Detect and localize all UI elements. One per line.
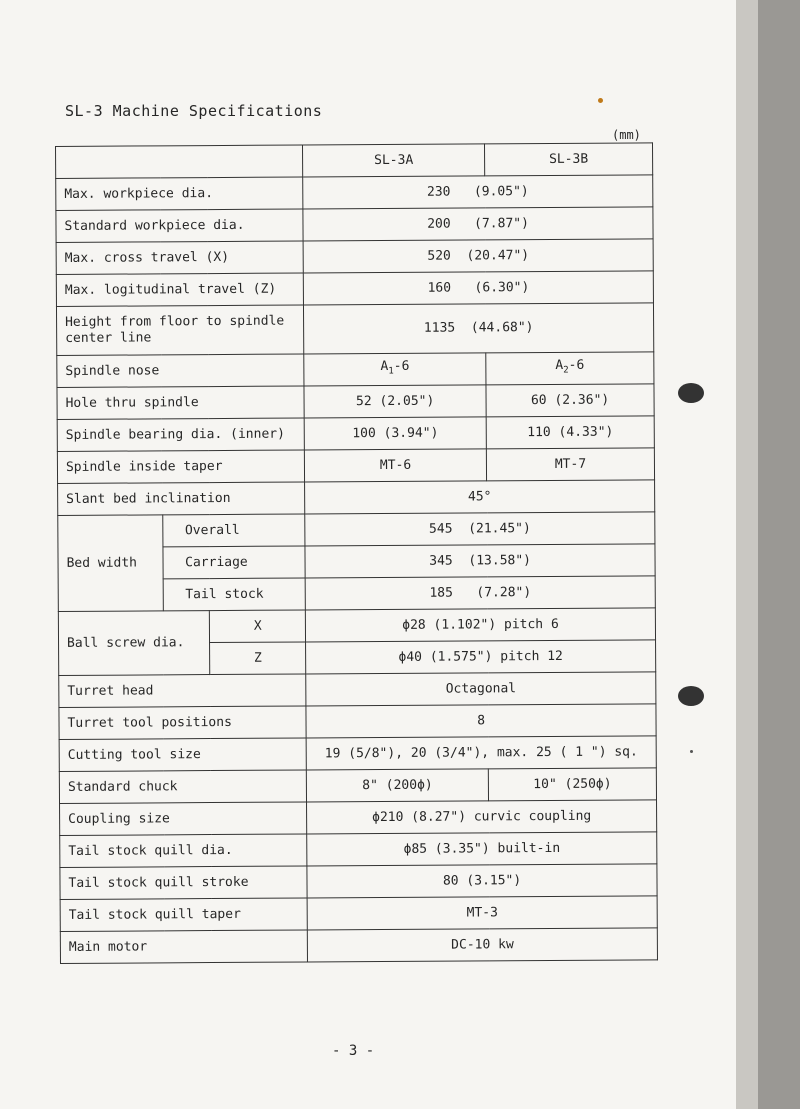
punch-hole [678,383,704,403]
row-label: Spindle inside taper [57,450,304,484]
row-value: ϕ28 (1.102") pitch 6 [305,608,655,642]
row-value: 160 (6.30") [303,271,653,305]
ball-screw-label: Ball screw dia. [58,611,210,676]
row-value: 1135 (44.68") [304,303,654,354]
row-value: 80 (3.15") [307,864,657,898]
row-value: MT-3 [307,896,657,930]
page-edge [736,0,758,1109]
ink-dot [690,750,693,753]
row-value-sl3a: 100 (3.94") [304,417,486,450]
row-value: 230 (9.05") [303,175,653,209]
page-number: - 3 - [332,1043,375,1059]
row-label: Tail stock quill taper [60,898,307,932]
column-header-sl3a: SL-3A [303,144,485,177]
row-value: 520 (20.47") [303,239,653,273]
table-row [56,175,653,211]
row-sublabel: X [210,610,306,643]
row-value: ϕ85 (3.35") built-in [307,832,657,866]
table-row [59,704,656,740]
table-row [60,832,657,868]
table-header-row [56,143,653,179]
value-part: -6 [393,359,410,375]
row-value: 45° [305,480,655,514]
row-label: Main motor [60,930,307,964]
page-title: SL-3 Machine Specifications [65,102,323,120]
row-value: 345 (13.58") [305,544,655,578]
value-part: A [555,358,564,374]
row-value: 19 (5/8"), 20 (3/4"), max. 25 ( 1 ") sq. [306,736,656,770]
row-label: Slant bed inclination [58,482,305,516]
row-label: Max. cross travel (X) [56,241,303,275]
table-row [59,736,656,772]
punch-hole [678,686,704,706]
bed-width-label: Bed width [58,515,163,612]
row-value-sl3b: MT-7 [486,448,654,481]
row-label: Tail stock quill dia. [60,834,307,868]
row-label: Turret tool positions [59,706,306,740]
table-row [59,768,656,804]
row-sublabel: Overall [162,514,305,547]
table-row [56,271,653,307]
row-label: Turret head [59,674,306,708]
row-value: 200 (7.87") [303,207,653,241]
row-sublabel: Tail stock [163,578,306,611]
row-value-sl3a: MT-6 [305,449,487,482]
row-value-sl3b: 110 (4.33") [486,416,654,449]
row-label: Hole thru spindle [57,386,304,420]
row-value: Octagonal [306,672,656,706]
row-label: Standard workpiece dia. [56,209,303,243]
table-row [56,303,653,356]
table-row [60,864,657,900]
row-value: 8 [306,704,656,738]
row-sublabel: Carriage [163,546,306,579]
ink-dot [598,98,603,103]
row-label: Coupling size [60,802,307,836]
row-label: Max. logitudinal travel (Z) [56,273,303,307]
row-label: Spindle nose [57,354,304,388]
table-row [57,448,654,484]
table-row [60,800,657,836]
value-part: -6 [568,357,585,374]
table-row [57,352,654,388]
row-value-sl3b: 60 (2.36") [486,384,654,417]
row-value-sl3a [304,353,486,386]
row-label: Height from floor to spindle center line [56,305,303,356]
row-label: Max. workpiece dia. [56,177,303,211]
value-subscript: 2 [563,365,569,376]
table-row [57,416,654,452]
table-row [58,512,655,548]
table-row [58,480,655,516]
row-value: ϕ40 (1.575") pitch 12 [306,640,656,674]
table-row [60,928,657,964]
table-row [56,239,653,275]
column-header-sl3b: SL-3B [485,143,653,176]
unit-label: (mm) [612,128,641,142]
row-value-sl3b [486,352,654,385]
row-value-sl3b: 10" (250ϕ) [488,768,656,801]
page-edge-shadow [758,0,800,1109]
row-value: DC-10 kw [307,928,657,962]
row-label: Standard chuck [59,770,306,804]
table-row [60,896,657,932]
spec-table [55,142,658,964]
row-value: ϕ210 (8.27") curvic coupling [307,800,657,834]
header-blank [56,145,303,179]
table-row [59,672,656,708]
row-label: Tail stock quill stroke [60,866,307,900]
table-row [57,384,654,420]
row-value: 545 (21.45") [305,512,655,546]
table-row [56,207,653,243]
row-value-sl3a: 52 (2.05") [304,385,486,418]
row-label: Cutting tool size [59,738,306,772]
row-value: 185 (7.28") [305,576,655,610]
row-sublabel: Z [210,642,306,675]
table-row [58,608,655,644]
value-subscript: 1 [388,366,394,377]
value-part: A [380,359,389,375]
row-label: Spindle bearing dia. (inner) [57,418,304,452]
row-value-sl3a: 8" (200ϕ) [306,769,488,802]
